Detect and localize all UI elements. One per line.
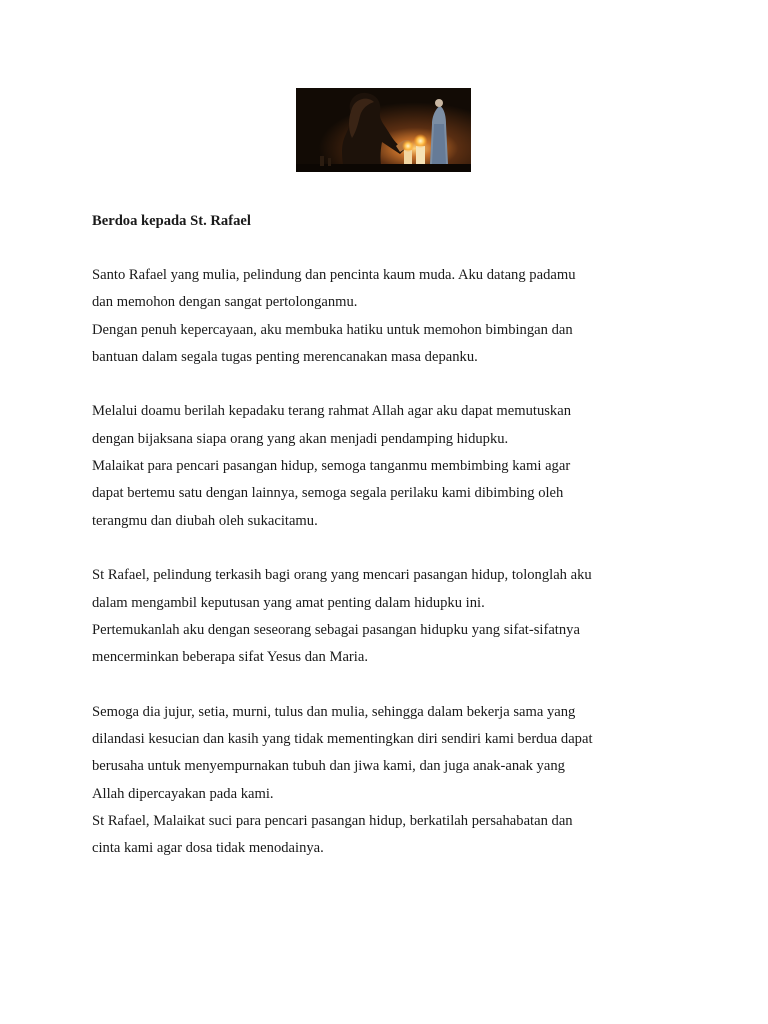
text-line: Dengan penuh kepercayaan, aku membuka hatiku untuk memohon bimbingan dan (92, 321, 573, 338)
paragraph-1 (92, 262, 682, 371)
text-line: Melalui doamu berilah kepadaku terang rahmat Allah agar aku dapat memutuskan (92, 403, 571, 420)
text-line: cinta kami agar dosa tidak menodainya. (92, 840, 324, 857)
paragraph-2 (92, 398, 682, 534)
text-line: bantuan dalam segala tugas penting merencanakan masa depanku. (92, 348, 478, 365)
text-line: Pertemukanlah aku dengan seseorang sebagai pasangan hidupku yang sifat-sifatnya (92, 621, 580, 638)
text-line: dengan bijaksana siapa orang yang akan menjadi pendamping hidupku. (92, 430, 509, 447)
document-body (92, 208, 682, 890)
praying-woman-candle-photo (296, 88, 471, 172)
paragraph-3 (92, 562, 682, 671)
text-line: dilandasi kesucian dan kasih yang tidak mementingkan diri sendiri kami berdua dapat (92, 731, 593, 748)
document-title: Berdoa kepada St. Rafael (92, 213, 251, 229)
text-line: Malaikat para pencari pasangan hidup, semoga tanganmu membimbing kami agar (92, 458, 571, 475)
text-line: dapat bertemu satu dengan lainnya, semoga segala perilaku kami dibimbing oleh (92, 485, 564, 502)
text-line: Allah dipercayakan pada kami. (92, 785, 274, 802)
praying-woman-candle-icon (296, 88, 471, 172)
text-line: St Rafael, Malaikat suci para pencari pasangan hidup, berkatilah persahabatan dan (92, 812, 573, 829)
text-line: Semoga dia jujur, setia, murni, tulus dan mulia, sehingga dalam bekerja sama yang (92, 703, 576, 720)
text-line: berusaha untuk menyempurnakan tubuh dan jiwa kami, dan juga anak-anak yang (92, 758, 565, 775)
text-line: terangmu dan diubah oleh sukacitamu. (92, 512, 318, 529)
text-line: dan memohon dengan sangat pertolonganmu. (92, 294, 358, 311)
text-line: St Rafael, pelindung terkasih bagi orang yang mencari pasangan hidup, tolonglah aku (92, 567, 592, 584)
text-line: mencerminkan beberapa sifat Yesus dan Maria. (92, 649, 368, 666)
text-line: dalam mengambil keputusan yang amat penting dalam hidupku ini. (92, 594, 485, 611)
text-line: Santo Rafael yang mulia, pelindung dan pencinta kaum muda. Aku datang padamu (92, 267, 576, 283)
paragraph-4 (92, 699, 682, 863)
